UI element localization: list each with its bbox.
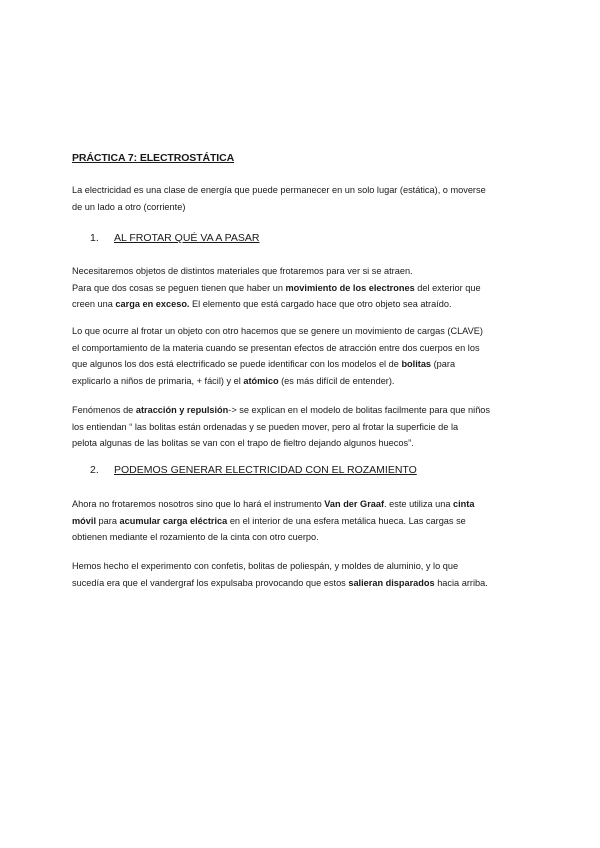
intro-paragraph	[72, 182, 534, 215]
section-2-title: PODEMOS GENERAR ELECTRICIDAD CON EL ROZAMIENTO	[114, 464, 417, 476]
bold-term: atracción y repulsión	[135, 405, 229, 415]
bold-term: acumular carga eléctrica	[119, 515, 228, 526]
section-2-heading	[90, 464, 417, 476]
paragraph-line: pelota algunas de las bolitas se van con el trapo de fieltro dejando algunos huecos”.	[72, 438, 414, 448]
intro-line-2: de un lado a otro (corriente)	[72, 201, 186, 212]
paragraph-line: los entiendan “ las bolitas están ordenadas y se pueden mover, pero al frotar la superficie de la	[72, 421, 459, 432]
section-1-heading	[90, 232, 260, 244]
bold-term: atómico	[243, 375, 279, 386]
section-1-paragraph-2	[72, 323, 534, 389]
paragraph-line: obtienen mediante el rozamiento de la cinta con otro cuerpo.	[72, 532, 319, 542]
section-1-paragraph-1	[72, 263, 534, 313]
bold-term: movimiento de los electrones	[285, 282, 415, 293]
intro-line-1: La electricidad es una clase de energía que puede permanecer en un solo lugar (estática), o moverse	[72, 185, 486, 195]
section-1-title: AL FROTAR QUÉ VA A PASAR	[114, 232, 260, 244]
section-1-number: 1.	[90, 232, 99, 244]
section-1-paragraph-3	[72, 402, 534, 452]
bold-term: móvil	[72, 515, 96, 526]
paragraph-line: explicarlo a niños de primaria, + fácil) y el atómico (es más difícil de entender).	[72, 375, 395, 386]
section-2-paragraph-1	[72, 496, 534, 546]
page-title: PRÁCTICA 7: ELECTROSTÁTICA	[72, 152, 235, 164]
paragraph-line: Para que dos cosas se peguen tienen que haber un movimiento de los electrones del exterior que	[72, 282, 481, 293]
section-2-paragraph-2	[72, 558, 534, 591]
paragraph-line: creen una carga en exceso. El elemento que está cargado hace que otro objeto sea atraído.	[72, 299, 452, 309]
bold-term: cinta	[453, 499, 475, 509]
bold-term: salieran disparados	[348, 577, 435, 588]
paragraph-line: Necesitaremos objetos de distintos materiales que frotaremos para ver si se atraen.	[72, 266, 413, 276]
paragraph-line: que algunos los dos está electrificado se puede identificar con los modelos el de bolitas (para	[72, 359, 456, 369]
paragraph-line: sucedía era que el vandergraf los expulsaba provocando que estos salieran disparados hacia arriba.	[72, 577, 488, 588]
paragraph-line: Hemos hecho el experimento con confetis, bolitas de poliespán, y moldes de aluminio, y lo que	[72, 561, 459, 571]
section-2-number: 2.	[90, 464, 99, 476]
bold-term: Van der Graaf	[324, 499, 385, 509]
bold-term: carga en exceso.	[115, 299, 190, 309]
paragraph-line: Lo que ocurre al frotar un objeto con otro hacemos que se genere un movimiento de cargas (CLAVE)	[72, 326, 483, 336]
bold-term: bolitas	[401, 359, 432, 369]
paragraph-line: Ahora no frotaremos nosotros sino que lo hará el instrumento Van der Graaf. este utiliza una cinta	[72, 499, 475, 509]
paragraph-line: Fenómenos de atracción y repulsión-> se explican en el modelo de bolitas facilmente para que niños	[72, 405, 491, 415]
paragraph-line: móvil para acumular carga eléctrica en el interior de una esfera metálica hueca. Las cargas se	[72, 515, 466, 526]
paragraph-line: el comportamiento de la materia cuando se presentan efectos de atracción entre dos cuerpos en los	[72, 342, 480, 353]
